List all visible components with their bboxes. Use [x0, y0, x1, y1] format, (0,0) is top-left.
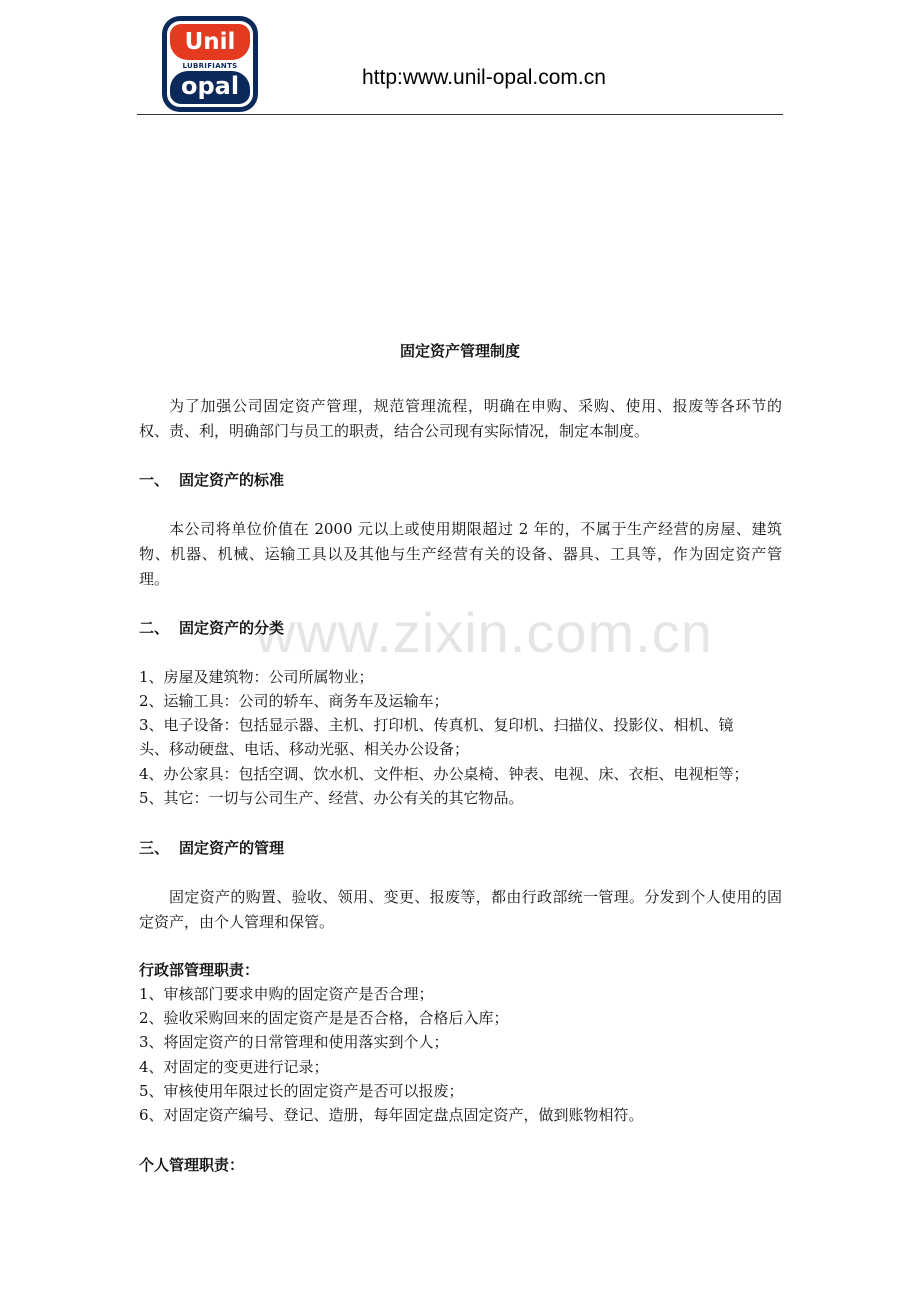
header-url: http:www.unil-opal.com.cn: [362, 66, 606, 89]
list-item: 5、审核使用年限过长的固定资产是否可以报废；: [139, 1082, 464, 1100]
intro-paragraph: 为了加强公司固定资产管理，规范管理流程，明确在申购、采购、使用、报废等各环节的权、责、利，明确部门与员工的职责，结合公司现有实际情况，制定本制度。: [139, 397, 782, 440]
list-item: 1、房屋及建筑物：公司所属物业；: [139, 668, 374, 686]
list-item: 2、运输工具：公司的轿车、商务车及运输车；: [139, 692, 449, 710]
document-title: 固定资产管理制度: [399, 342, 520, 360]
logo-brand-middle: LUBRIFIANTS: [182, 62, 238, 70]
management-paragraph: 固定资产的购置、验收、领用、变更、报废等，都由行政部统一管理。分发到个人使用的固定资产，由个人管理和保管。: [139, 888, 782, 931]
watermark: www.zixin.com.cn: [255, 601, 713, 664]
section-heading-management: [139, 836, 284, 861]
list-item: 6、对固定资产编号、登记、造册，每年固定盘点固定资产，做到账物相符。: [139, 1106, 644, 1124]
personal-duties-title: 个人管理职责：: [139, 1156, 245, 1174]
section-title: 固定资产的管理: [179, 839, 285, 857]
list-item: 4、对固定的变更进行记录；: [139, 1058, 329, 1076]
list-item: 头、移动硬盘、电话、移动光驱、相关办公设备；: [139, 740, 470, 758]
list-item: 3、将固定资产的日常管理和使用落实到个人；: [139, 1033, 449, 1051]
logo-brand-top: Unil: [170, 24, 250, 60]
section-heading-classification: [139, 616, 284, 641]
logo-brand-bottom: opal: [170, 71, 250, 104]
standard-paragraph: 本公司将单位价值在 2000 元以上或使用期限超过 2 年的，不属于生产经营的房屋、建筑物、机器、机械、运输工具以及其他与生产经营有关的设备、器具、工具等，作为固定资产管理。: [139, 520, 782, 588]
section-heading-standard: [139, 468, 284, 493]
admin-duties-title: 行政部管理职责：: [139, 961, 260, 979]
section-number: 一、: [139, 471, 170, 489]
logo-inner: [167, 21, 253, 107]
unil-opal-logo: [162, 16, 258, 112]
section-title: 固定资产的分类: [179, 619, 285, 637]
list-item: 3、电子设备：包括显示器、主机、打印机、传真机、复印机、扫描仪、投影仪、相机、镜: [139, 716, 734, 734]
list-item: 4、办公家具：包括空调、饮水机、文件柜、办公桌椅、钟表、电视、床、衣柜、电视柜等；: [139, 765, 749, 783]
header-divider: [137, 114, 783, 115]
section-number: 二、: [139, 619, 170, 637]
list-item: 2、验收采购回来的固定资产是是否合格，合格后入库；: [139, 1009, 509, 1027]
list-item: 5、其它：一切与公司生产、经营、办公有关的其它物品。: [139, 789, 524, 807]
list-item: 1、审核部门要求申购的固定资产是否合理；: [139, 985, 434, 1003]
section-title: 固定资产的标准: [179, 471, 285, 489]
section-number: 三、: [139, 839, 170, 857]
